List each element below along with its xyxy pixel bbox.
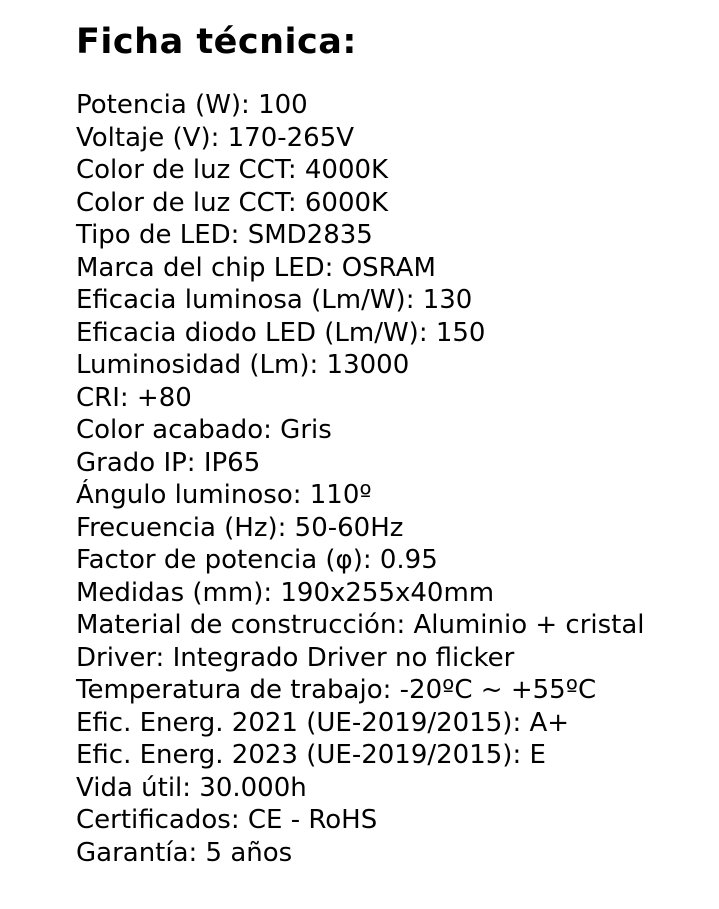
spec-line: Efic. Energ. 2023 (UE-2019/2015): E xyxy=(76,740,546,770)
spec-line: Tipo de LED: SMD2835 xyxy=(76,220,373,250)
spec-line: Eficacia luminosa (Lm/W): 130 xyxy=(76,285,473,315)
spec-line: Temperatura de trabajo: -20ºC ~ +55ºC xyxy=(76,675,597,705)
spec-line: Grado IP: IP65 xyxy=(76,447,261,478)
spec-line: Medidas (mm): 190x255x40mm xyxy=(76,577,495,608)
spec-line: Color de luz CCT: 6000K xyxy=(76,187,389,218)
spec-line: Color de luz CCT: 4000K xyxy=(76,155,389,185)
spec-line: Garantía: 5 años xyxy=(76,837,293,868)
spec-line: Voltaje (V): 170-265V xyxy=(76,122,355,153)
spec-line: Material de construcción: Aluminio + cristal xyxy=(76,610,645,640)
spec-line: Efic. Energ. 2021 (UE-2019/2015): A+ xyxy=(76,707,570,738)
spec-line: Eficacia diodo LED (Lm/W): 150 xyxy=(76,317,486,348)
spec-line: Certificados: CE - RoHS xyxy=(76,805,378,835)
spec-line: Driver: Integrado Driver no flicker xyxy=(76,642,515,673)
page-title: Ficha técnica: xyxy=(76,22,357,62)
spec-list xyxy=(76,89,699,869)
spec-line: Frecuencia (Hz): 50-60Hz xyxy=(76,512,404,543)
spec-line: Luminosidad (Lm): 13000 xyxy=(76,350,410,380)
spec-line: Potencia (W): 100 xyxy=(76,90,308,120)
spec-line: Marca del chip LED: OSRAM xyxy=(76,252,436,283)
spec-line: CRI: +80 xyxy=(76,382,192,413)
spec-line: Factor de potencia (φ): 0.95 xyxy=(76,545,438,575)
spec-line: Vida útil: 30.000h xyxy=(76,772,307,803)
spec-line: Color acabado: Gris xyxy=(76,415,332,445)
spec-line: Ángulo luminoso: 110º xyxy=(76,480,372,510)
